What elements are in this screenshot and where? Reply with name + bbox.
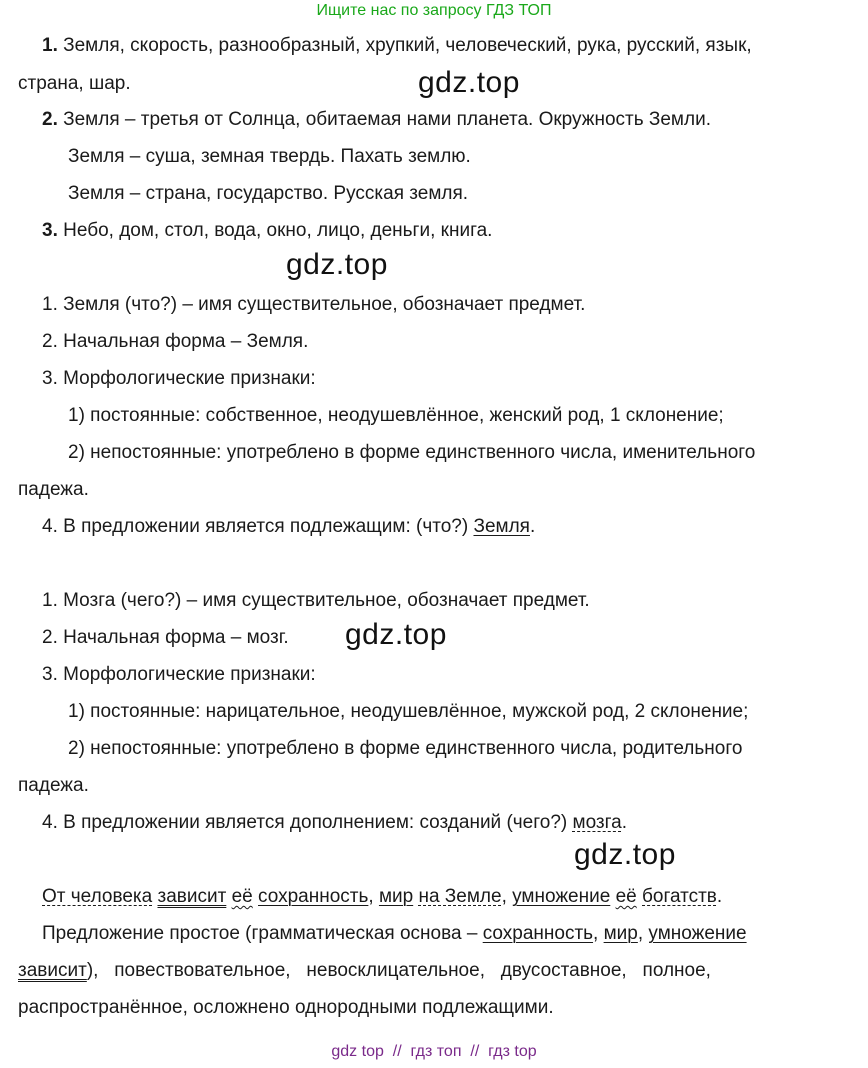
sentence-subject-2: мир — [378, 886, 414, 907]
task2-number: 2. — [42, 109, 58, 130]
parse2-line6 — [42, 811, 854, 835]
sentence-comma-1: , — [368, 886, 374, 907]
parse2-line5: 2) непостоянные: употреблено в форме единственного числа, родительного — [68, 738, 743, 759]
analysis-subject-1: сохранность — [482, 923, 594, 944]
parse1-line4: 1) постоянные: собственное, неодушевлённое, женский род, 1 склонение; — [68, 405, 724, 426]
task2-line1 — [42, 108, 854, 132]
sentence-word-8: её — [615, 886, 637, 907]
parse1-line1: 1. Земля (что?) – имя существительное, обозначает предмет. — [42, 294, 586, 315]
parse2-line2: 2. Начальная форма – мозг. — [42, 627, 289, 648]
task3-number: 3. — [42, 220, 58, 241]
parse1-line6-prefix: 4. В предложении является подлежащим: (что?) — [42, 516, 474, 537]
task3-text: Небо, дом, стол, вода, окно, лицо, деньги, книга. — [57, 220, 493, 241]
sentence-word-3: её — [231, 886, 253, 907]
sentence-dot: . — [716, 886, 723, 907]
task1-number: 1. — [42, 35, 58, 56]
task1-line2: страна, шар. — [18, 73, 131, 94]
parse2-line5b: падежа. — [18, 775, 89, 796]
parse2-line4: 1) постоянные: нарицательное, неодушевлённое, мужской род, 2 склонение; — [68, 701, 749, 722]
analysis-predicate: зависит — [18, 960, 87, 981]
analysis-comma-1: , — [593, 923, 599, 944]
analysis-line1 — [42, 922, 854, 946]
parse2-line6-prefix: 4. В предложении является дополнением: созданий (чего?) — [42, 812, 573, 833]
sentence-comma-2: , — [501, 886, 507, 907]
sentence-word-1: От человека — [42, 886, 153, 907]
parse2-line3: 3. Морфологические признаки: — [42, 664, 316, 685]
analysis-line2 — [18, 959, 854, 983]
analysis-line2-rest: ), повествовательное, невосклицательное, двусоставное, полное, — [86, 960, 711, 981]
watermark: gdz.top — [286, 248, 388, 281]
watermark: gdz.top — [418, 66, 520, 99]
task2-line2: Земля – суша, земная твердь. Пахать землю. — [68, 146, 471, 167]
parse1-line5: 2) непостоянные: употреблено в форме единственного числа, именительного — [68, 442, 756, 463]
task3-line1 — [42, 219, 854, 243]
sentence-word-9: богатств — [642, 886, 717, 907]
footer-links[interactable]: gdz top // гдз топ // гдз top — [331, 1043, 537, 1060]
analysis-prefix: Предложение простое (грамматическая основа – — [42, 923, 483, 944]
analysis-subject-2: мир — [603, 923, 638, 944]
analysis-subject-3: умножение — [648, 923, 747, 944]
sentence-predicate: зависит — [157, 886, 227, 907]
task1-line1 — [42, 34, 854, 58]
sentence-line — [42, 885, 854, 909]
sentence-subject-1: сохранность — [258, 886, 369, 907]
sentence-subject-3: умножение — [512, 886, 611, 907]
task2-text: Земля – третья от Солнца, обитаемая нами планета. Окружность Земли. — [57, 109, 711, 130]
parse2-line6-suffix: . — [621, 812, 627, 833]
task1-text: Земля, скорость, разнообразный, хрупкий, человеческий, рука, русский, язык, — [57, 35, 752, 56]
watermark: gdz.top — [574, 838, 676, 871]
parse1-subject-word: Земля — [473, 516, 530, 537]
analysis-comma-2: , — [637, 923, 644, 944]
top-banner[interactable]: Ищите нас по запросу ГДЗ ТОП — [316, 2, 552, 19]
parse1-line2: 2. Начальная форма – Земля. — [42, 331, 309, 352]
parse1-line3: 3. Морфологические признаки: — [42, 368, 316, 389]
sentence-word-6: на Земле — [418, 886, 502, 907]
parse1-line6 — [42, 515, 854, 539]
parse1-line6-suffix: . — [529, 516, 536, 537]
analysis-line3: распространённое, осложнено однородными подлежащими. — [18, 997, 554, 1018]
task2-line3: Земля – страна, государство. Русская земля. — [68, 183, 469, 204]
parse2-object-word: мозга — [572, 812, 622, 833]
parse1-line5b: падежа. — [18, 479, 89, 500]
watermark: gdz.top — [345, 618, 447, 651]
parse2-line1: 1. Мозга (чего?) – имя существительное, обозначает предмет. — [42, 590, 590, 611]
